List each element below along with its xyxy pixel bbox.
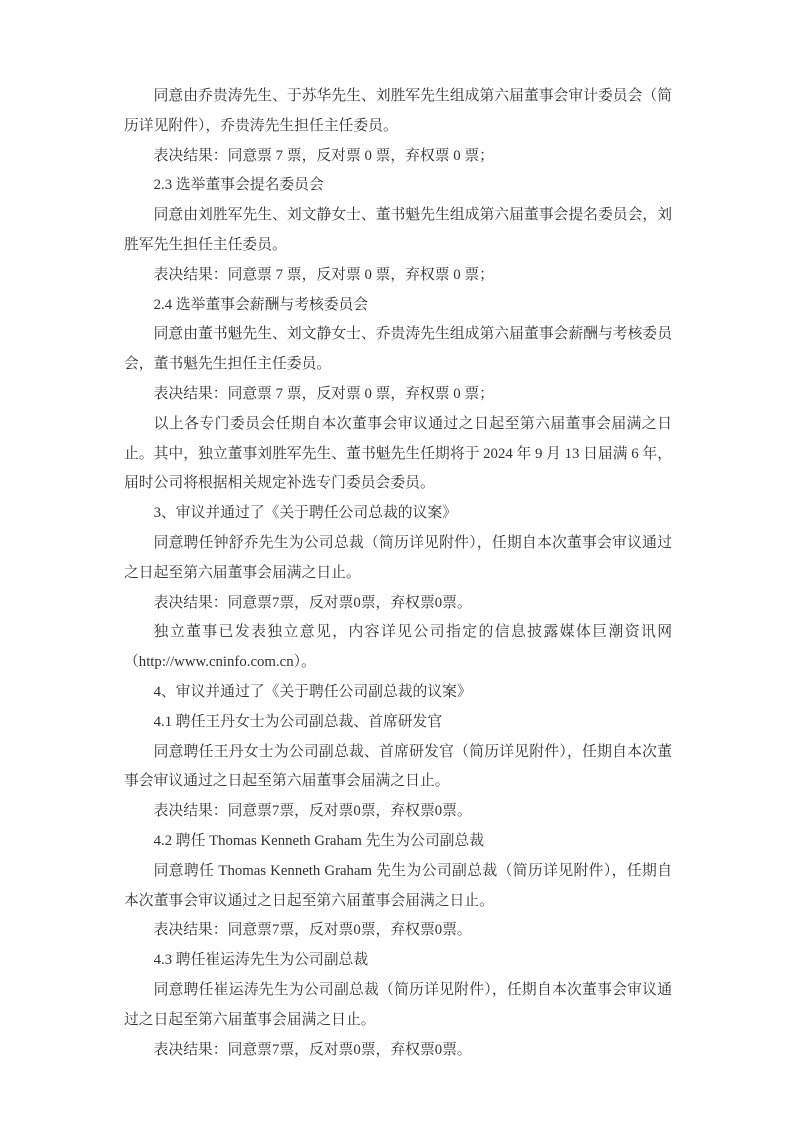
heading-3-president-proposal: 3、审议并通过了《关于聘任公司总裁的议案》 xyxy=(153,505,457,522)
heading-4-vp-proposal: 4、审议并通过了《关于聘任公司副总裁的议案》 xyxy=(153,683,472,700)
para-vp-wangdan-appointment: 同意聘任王丹女士为公司副总裁、首席研发官（简历详见附件），任期自本次董事会审议通过之日起至第六届董事会届满之日止。 xyxy=(124,743,672,790)
vote-result-remuneration-committee: 表决结果：同意票 7 票，反对票 0 票，弃权票 0 票； xyxy=(153,385,494,402)
heading-2-3-nomination-committee: 2.3 选举董事会提名委员会 xyxy=(153,177,324,194)
vote-result-vp-cuiyuntao: 表决结果：同意票7票，反对票0票，弃权票0票。 xyxy=(153,1041,472,1058)
para-nomination-committee-members: 同意由刘胜军先生、刘文静女士、董书魁先生组成第六届董事会提名委员会，刘胜军先生担任主任委员。 xyxy=(124,207,672,253)
heading-4-1-vp-wangdan: 4.1 聘任王丹女士为公司副总裁、首席研发官 xyxy=(153,713,443,730)
heading-4-3-vp-cuiyuntao: 4.3 聘任崔运涛先生为公司副总裁 xyxy=(153,952,369,969)
para-remuneration-committee-members: 同意由董书魁先生、刘文静女士、乔贵涛先生组成第六届董事会薪酬与考核委员会，董书魁先生担任主任委员。 xyxy=(124,326,672,373)
heading-2-4-remuneration-committee: 2.4 选举董事会薪酬与考核委员会 xyxy=(153,296,369,313)
vote-result-vp-graham: 表决结果：同意票7票，反对票0票，弃权票0票。 xyxy=(153,922,472,939)
heading-4-2-vp-graham: 4.2 聘任 Thomas Kenneth Graham 先生为公司副总裁 xyxy=(153,832,485,849)
para-vp-cuiyuntao-appointment: 同意聘任崔运涛先生为公司副总裁（简历详见附件），任期自本次董事会审议通过之日起至第六届董事会届满之日止。 xyxy=(124,981,672,1028)
para-committee-term-note: 以上各专门委员会任期自本次董事会审议通过之日起至第六届董事会届满之日止。其中，独立董事刘胜军先生、董书魁先生任期将于 2024 年 9 月 13 日届满 6 年，届时公司将根据相关规定补选专门委员会委员。 xyxy=(124,415,672,492)
vote-result-president: 表决结果：同意票7票，反对票0票，弃权票0票。 xyxy=(153,594,472,611)
vote-result-nomination-committee: 表决结果：同意票 7 票，反对票 0 票，弃权票 0 票； xyxy=(153,266,494,283)
vote-result-audit-committee: 表决结果：同意票 7 票，反对票 0 票，弃权票 0 票； xyxy=(153,147,494,164)
para-president-appointment: 同意聘任钟舒乔先生为公司总裁（简历详见附件），任期自本次董事会审议通过之日起至第六届董事会届满之日止。 xyxy=(124,534,672,581)
para-independent-opinion: 独立董事已发表独立意见，内容详见公司指定的信息披露媒体巨潮资讯网（http://www.cninfo.com.cn）。 xyxy=(124,624,672,671)
para-audit-committee-members: 同意由乔贵涛先生、于苏华先生、刘胜军先生组成第六届董事会审计委员会（简历详见附件），乔贵涛先生担任主任委员。 xyxy=(124,88,672,134)
vote-result-vp-wangdan: 表决结果：同意票7票，反对票0票，弃权票0票。 xyxy=(153,803,472,820)
para-vp-graham-appointment: 同意聘任 Thomas Kenneth Graham 先生为公司副总裁（简历详见附件），任期自本次董事会审议通过之日起至第六届董事会届满之日止。 xyxy=(124,862,672,909)
document-page xyxy=(124,82,672,1065)
